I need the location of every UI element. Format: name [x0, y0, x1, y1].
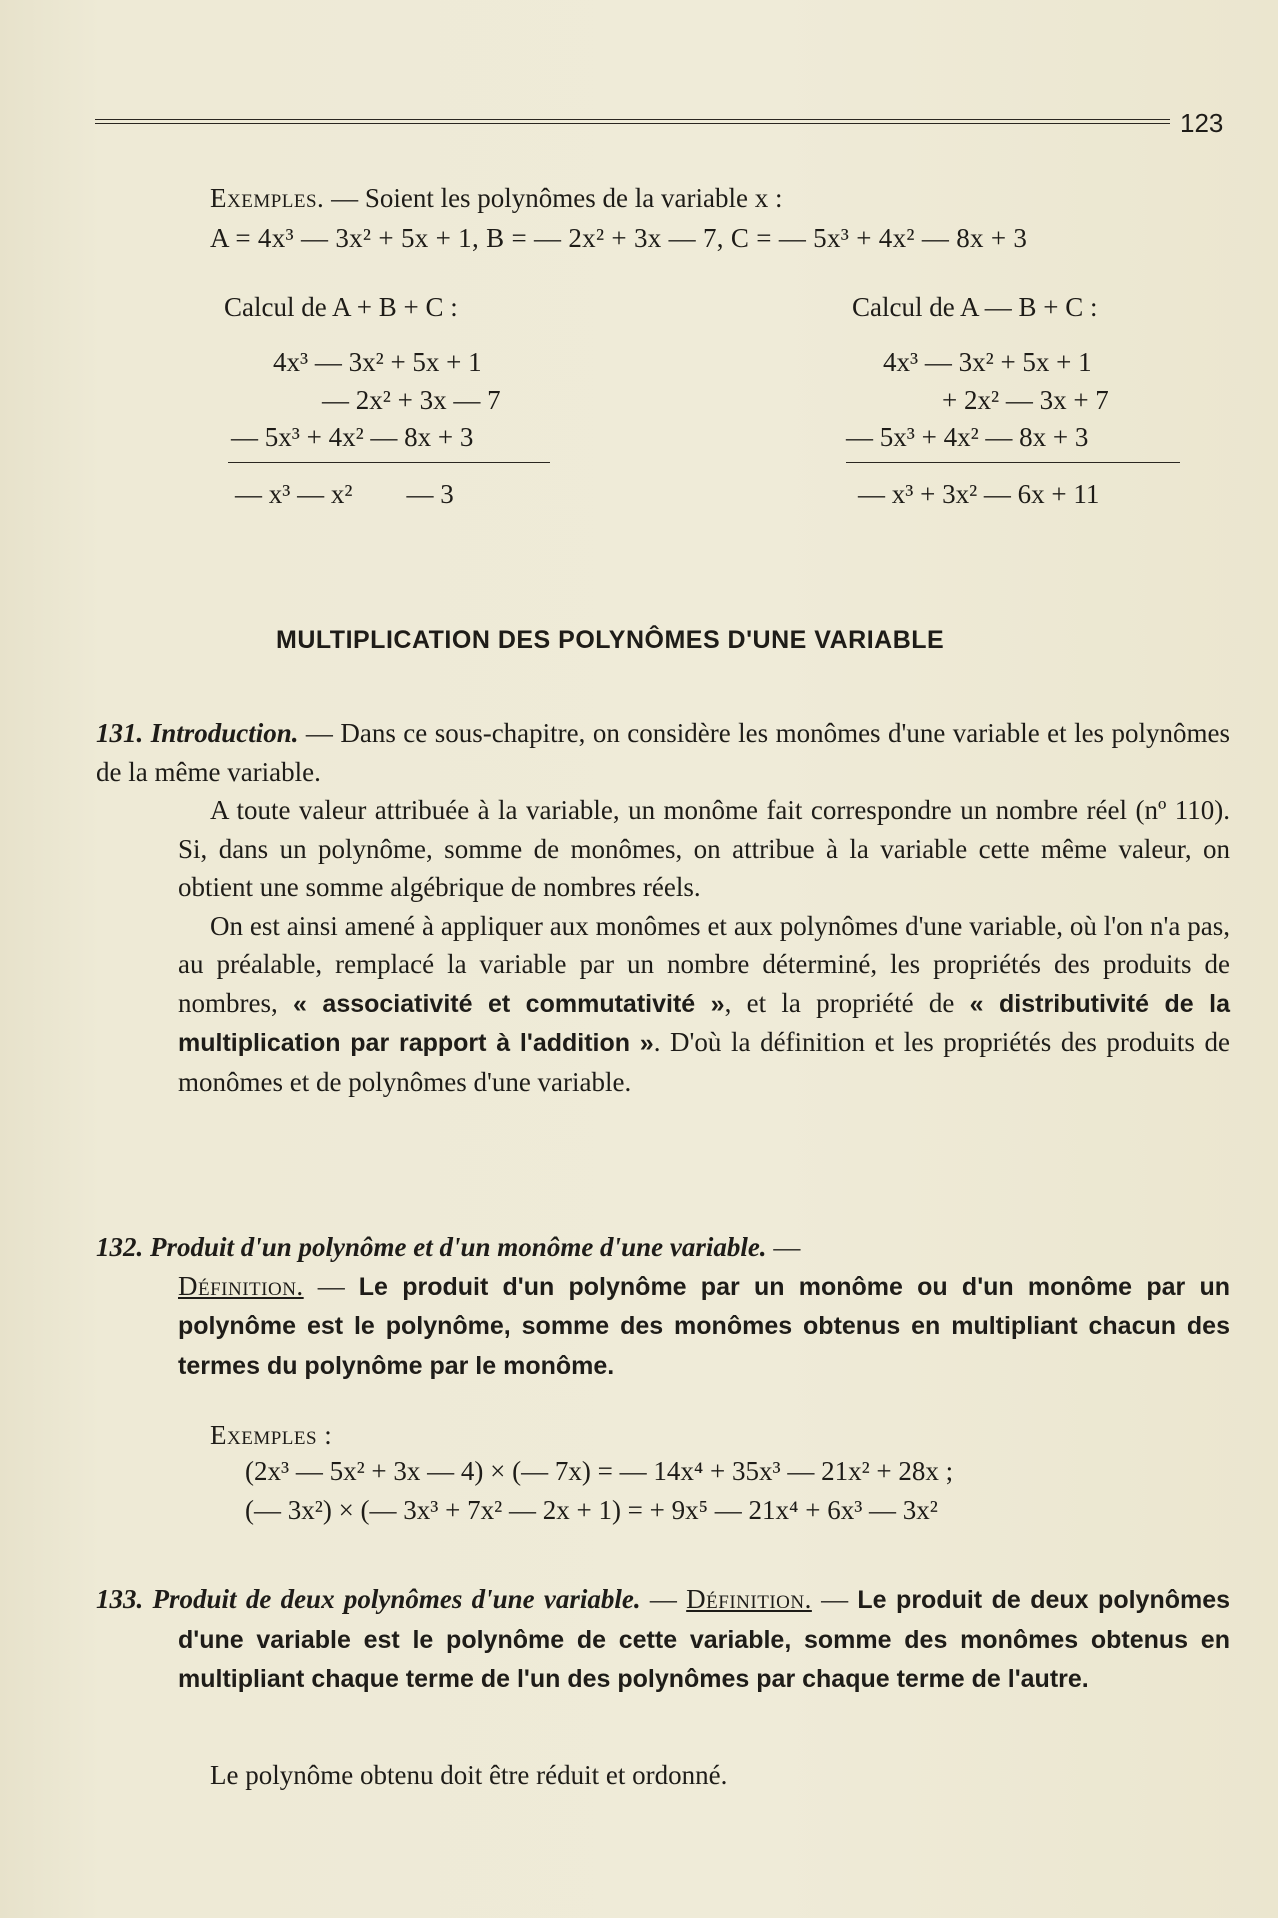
s132-number: 132.: [96, 1232, 144, 1262]
section-131: [96, 714, 1231, 1101]
examples-label: Exemples.: [210, 183, 325, 213]
calc-left-result: — x³ — x² — 3: [235, 479, 454, 509]
calc-right-rule: [846, 462, 1180, 463]
s133-dash: —: [640, 1584, 687, 1614]
s133-def-dash: —: [811, 1584, 858, 1614]
s133-title: Produit de deux polynômes d'une variable.: [152, 1584, 641, 1614]
s133-number: 133.: [96, 1584, 144, 1614]
calc-left-rule: [228, 462, 550, 463]
s131-p3-part-a: On est ainsi amené à appliquer aux monômes et aux polynômes d'une variable, où l'on n'a pas, au préalable, remplacé la variable par un nombre déterminé, les propriétés des produits de nombres,: [178, 910, 1230, 1018]
s132-title: Produit d'un polynôme et d'un monôme d'une variable.: [150, 1232, 767, 1262]
calc-right-row-3: — 5x³ + 4x² — 8x + 3: [846, 422, 1089, 452]
s132-dash: —: [766, 1232, 801, 1262]
calc-right-row-2: + 2x² — 3x + 7: [942, 385, 1109, 415]
s133-definition-label: Définition.: [686, 1584, 812, 1614]
s132-examples-label: Exemples :: [210, 1420, 333, 1450]
s133-note: Le polynôme obtenu doit être réduit et ordonné.: [210, 1760, 728, 1790]
calc-left-title: Calcul de A + B + C :: [224, 292, 458, 322]
s131-paragraph-3: [178, 907, 1230, 1102]
s131-title: Introduction.: [150, 718, 299, 748]
s131-intro-text: — Dans ce sous-chapitre, on considère les monômes d'une variable et les polynômes de la même variable.: [96, 718, 1230, 787]
s132-def-dash: —: [303, 1270, 359, 1301]
examples-intro-line: [210, 183, 782, 214]
section-132: [96, 1228, 1231, 1385]
s131-p3-distributivity: « distributivité de la multiplication par rapport à l'addition »: [178, 989, 1231, 1057]
s131-p3-associativity: « associativité et commutativité »: [293, 989, 725, 1018]
section-133: [96, 1580, 1231, 1699]
s131-paragraph-2: A toute valeur attribuée à la variable, un monôme fait correspondre un nombre réel (nº 110). Si, dans un polynôme, somme de monômes, on attribue à la variable cette même valeur, on obtient une somme algébrique de nombres réels.: [178, 795, 1230, 902]
calc-left-row-3: — 5x³ + 4x² — 8x + 3: [231, 422, 474, 452]
examples-intro: — Soient les polynômes de la variable x :: [331, 183, 783, 213]
s132-example-1: (2x³ — 5x² + 3x — 4) × (— 7x) = — 14x⁴ + 35x³ — 21x² + 28x ;: [245, 1456, 954, 1486]
s131-p3-part-e: . D'où la définition et les propriétés des produits de monômes et de polynômes d'une variable.: [178, 1027, 1230, 1097]
s132-example-2: (— 3x²) × (— 3x³ + 7x² — 2x + 1) = + 9x⁵ — 21x⁴ + 6x³ — 3x²: [245, 1495, 938, 1525]
polynomial-definitions: A = 4x³ — 3x² + 5x + 1, B = — 2x² + 3x — 7, C = — 5x³ + 4x² — 8x + 3: [210, 223, 1028, 253]
section-title: MULTIPLICATION DES POLYNÔMES D'UNE VARIABLE: [276, 626, 945, 654]
s132-definition-text: Le produit d'un polynôme par un monôme ou d'un monôme par un polynôme est le polynôme, somme des monômes obtenus en multipliant chacun des termes du polynôme par le monôme.: [178, 1272, 1231, 1380]
calc-left-row-1: 4x³ — 3x² + 5x + 1: [273, 347, 482, 377]
s132-definition-label: Définition.: [178, 1270, 304, 1301]
header-rule: [95, 119, 1170, 124]
calc-right-row-1: 4x³ — 3x² + 5x + 1: [883, 347, 1092, 377]
calc-right-result: — x³ + 3x² — 6x + 11: [858, 479, 1100, 509]
s133-definition-text: Le produit de deux polynômes d'une variable est le polynôme de cette variable, somme des monômes obtenus en multipliant chaque terme de l'un des polynômes par chaque terme de l'autre.: [178, 1586, 1231, 1693]
s131-number: 131.: [96, 718, 144, 748]
s131-p3-part-c: , et la propriété de: [724, 987, 970, 1018]
calc-right-title: Calcul de A — B + C :: [852, 292, 1098, 322]
page-number: 123: [1180, 108, 1224, 138]
calc-left-row-2: — 2x² + 3x — 7: [322, 385, 501, 415]
